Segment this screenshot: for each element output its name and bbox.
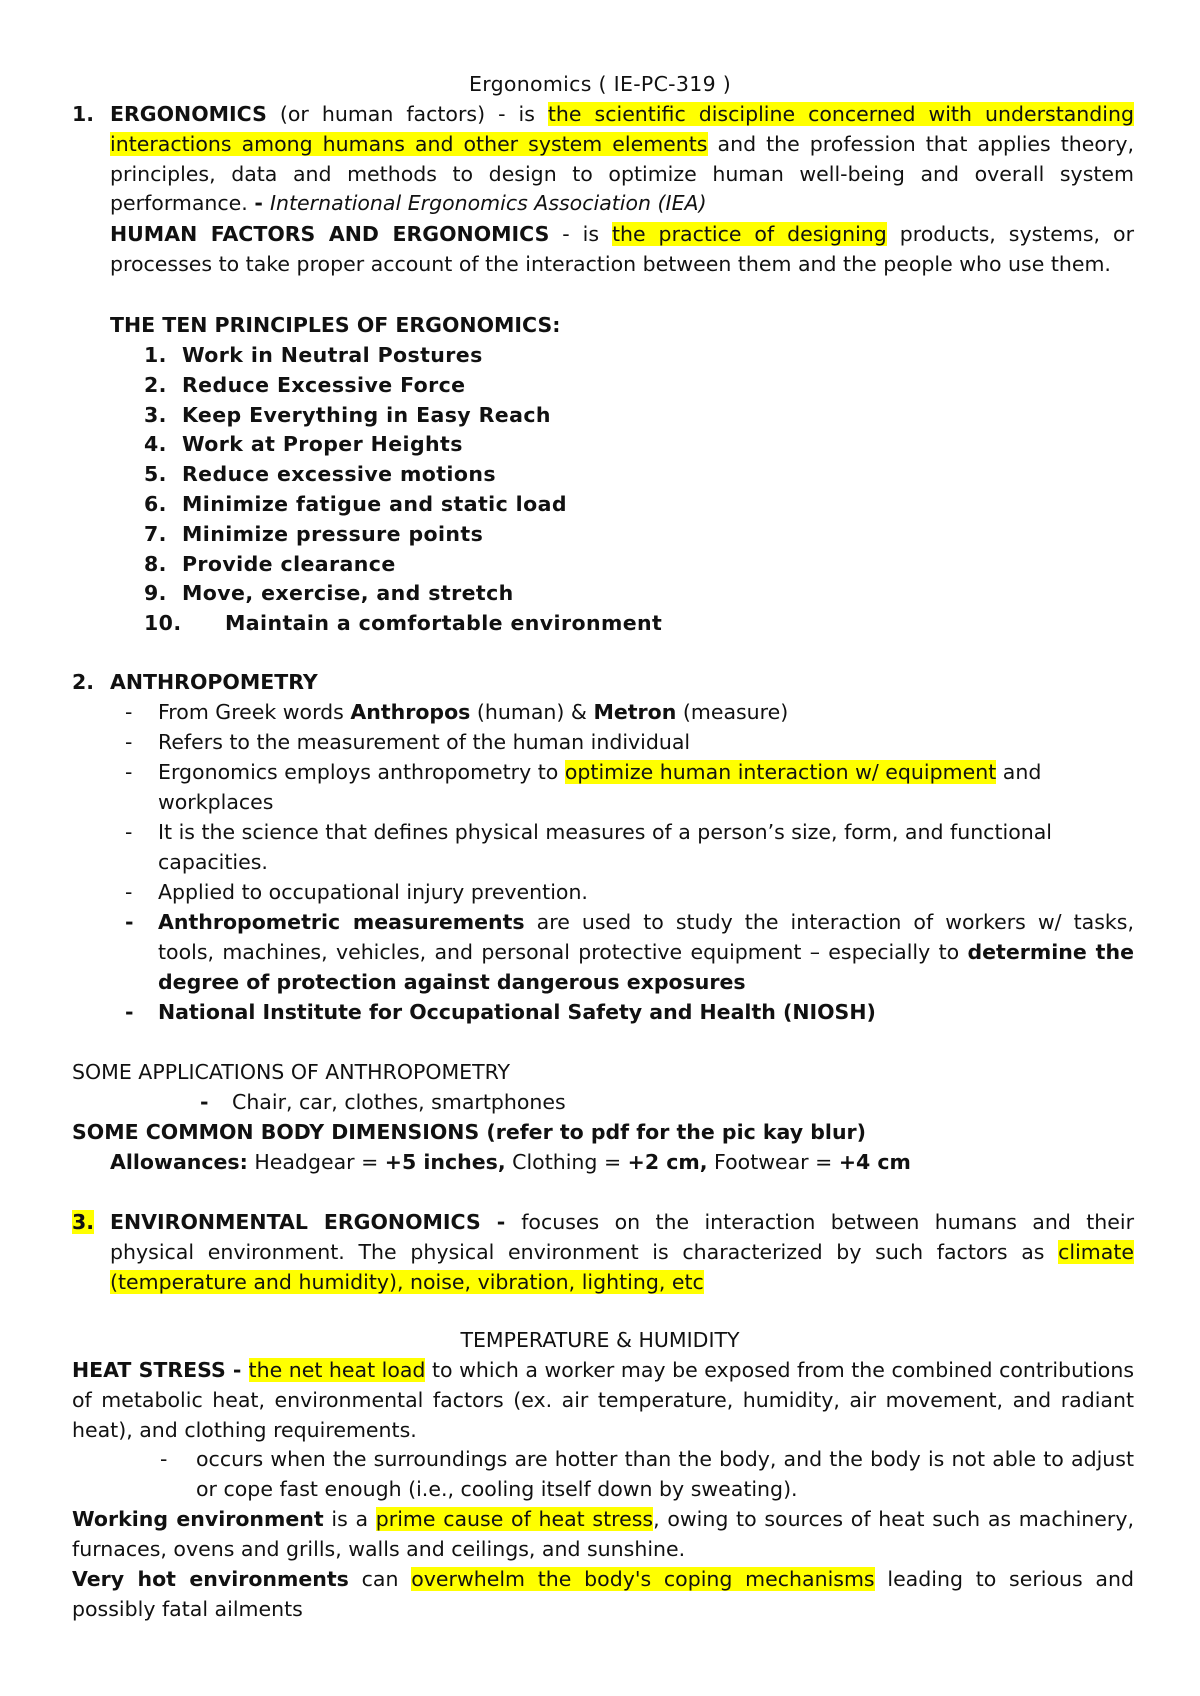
working-environment xyxy=(72,1505,1134,1565)
bullet-dash: - xyxy=(160,1447,168,1471)
applications-heading: SOME APPLICATIONS OF ANTHROPOMETRY xyxy=(72,1060,511,1084)
bullet-dash: - xyxy=(125,730,133,754)
anthro-bullet-6 xyxy=(158,908,1134,997)
text-span: Clothing = xyxy=(505,1150,628,1174)
text-span: Very hot environments xyxy=(72,1567,349,1591)
principle-number: 10. xyxy=(144,611,182,636)
highlight: the practice of designing xyxy=(611,222,887,246)
anthro-bullet-5: Applied to occupational injury prevention. xyxy=(158,880,588,904)
principle-number: 5. xyxy=(144,462,167,487)
environmental-ergonomics xyxy=(110,1208,1134,1297)
highlight: overwhelm the body's coping mechanisms xyxy=(411,1567,875,1591)
highlight: the net heat load xyxy=(248,1358,426,1382)
text-span: HEAT STRESS - xyxy=(72,1358,249,1382)
principle-number: 7. xyxy=(144,521,167,546)
allowances-line xyxy=(110,1148,911,1178)
bullet-dash: - xyxy=(125,700,133,724)
ergonomics-term: ERGONOMICS xyxy=(110,102,267,126)
hfe-term: HUMAN FACTORS AND ERGONOMICS xyxy=(110,222,550,246)
anthro-bullet-7: National Institute for Occupational Safety and Health (NIOSH) xyxy=(158,1000,876,1024)
principle-item: Work at Proper Heights xyxy=(182,432,463,457)
heat-stress-bullet: occurs when the surroundings are hotter than the body, and the body is not able to adjust or cope fast enough (i.e., cooling itself down by sweating). xyxy=(196,1447,1134,1501)
text-span: Allowances: xyxy=(110,1150,248,1174)
body-dimensions-heading: SOME COMMON BODY DIMENSIONS (refer to pdf for the pic kay blur) xyxy=(72,1120,867,1144)
very-hot-environments xyxy=(72,1565,1134,1625)
principle-number: 4. xyxy=(144,432,167,457)
principle-number: 3. xyxy=(144,402,167,427)
temperature-heading: TEMPERATURE & HUMIDITY xyxy=(460,1328,740,1352)
text-span: Ergonomics employs anthropometry to xyxy=(158,760,565,784)
text-span: ENVIRONMENTAL ERGONOMICS - xyxy=(110,1210,522,1234)
text-span: Footwear = xyxy=(707,1150,839,1174)
principle-item: Minimize pressure points xyxy=(182,521,484,546)
highlight: 3. xyxy=(72,1210,95,1234)
text-span: are used to study the interaction of workers w/ tasks, tools, machines, vehicles, and personal protective equipment – especially to xyxy=(158,910,1134,964)
ergonomics-definition xyxy=(110,100,1134,219)
text-span: and the profession that applies theory, principles, data and methods to design to optimize human well-being and overall system performance. xyxy=(110,131,1134,216)
bullet-dash: - xyxy=(125,1000,134,1024)
text-span: From Greek words xyxy=(158,700,351,724)
text-span: Working environment xyxy=(72,1507,324,1531)
principle-item: Work in Neutral Postures xyxy=(182,343,483,367)
bullet-dash: - xyxy=(200,1090,209,1114)
section-2-number: 2. xyxy=(72,670,95,694)
bullet-dash: - xyxy=(125,760,133,784)
bullet-dash: - xyxy=(125,880,133,904)
text-span: - is xyxy=(549,222,612,246)
principle-item: Reduce excessive motions xyxy=(182,462,496,487)
text-span: Headgear = xyxy=(247,1150,385,1174)
highlight: the scientific discipline concerned with understanding interactions among humans and other system elements xyxy=(110,102,1134,156)
text-span: +4 cm xyxy=(838,1150,911,1174)
principle-item: Minimize fatigue and static load xyxy=(182,492,567,516)
bullet-dash: - xyxy=(125,910,134,934)
text-span: Metron xyxy=(593,700,677,724)
principle-number: 6. xyxy=(144,492,167,516)
principle-item: Reduce Excessive Force xyxy=(182,372,466,397)
text-span: (measure) xyxy=(676,700,789,724)
principle-item: Provide clearance xyxy=(182,551,396,576)
document-title: Ergonomics ( IE-PC-319 ) xyxy=(468,72,732,96)
source-citation: International Ergonomics Association (IEA) xyxy=(269,191,707,216)
principle-item: Keep Everything in Easy Reach xyxy=(182,402,551,427)
anthro-bullet-1 xyxy=(158,698,1134,728)
section-1-number: 1. xyxy=(72,102,95,126)
text-span: products, systems, or processes to take proper account of the interaction between them and the people who use them. xyxy=(110,222,1134,276)
anthropometry-heading: ANTHROPOMETRY xyxy=(110,670,318,694)
anthro-bullet-4: It is the science that defines physical measures of a person’s size, form, and functional capacities. xyxy=(158,820,1052,874)
section-3-number xyxy=(72,1208,94,1238)
highlight: optimize human interaction w/ equipment xyxy=(564,760,997,784)
principle-item: Maintain a comfortable environment xyxy=(225,611,663,636)
text-span: +2 cm, xyxy=(627,1150,708,1174)
principle-item: Move, exercise, and stretch xyxy=(182,581,514,606)
highlight: prime cause of heat stress xyxy=(375,1507,654,1531)
hfe-definition xyxy=(110,220,1134,280)
applications-item: Chair, car, clothes, smartphones xyxy=(232,1090,566,1114)
anthro-bullet-3 xyxy=(158,758,1134,818)
principle-number: 8. xyxy=(144,551,167,576)
text-span: to which a worker may be exposed from the combined contributions of metabolic heat, environmental factors (ex. air temperature, humidity, air movement, and radiant heat), and clothing requirements. xyxy=(72,1358,1135,1442)
text-span: Anthropos xyxy=(350,700,471,724)
principle-number: 9. xyxy=(144,581,167,606)
anthro-bullet-2: Refers to the measurement of the human individual xyxy=(158,730,691,754)
heat-stress-definition xyxy=(72,1356,1134,1445)
text-span: and workplaces xyxy=(158,760,1042,814)
principle-number: 2. xyxy=(144,372,167,397)
highlight: climate (temperature and humidity), noise, vibration, lighting, etc xyxy=(110,1239,1134,1294)
principles-heading: THE TEN PRINCIPLES OF ERGONOMICS: xyxy=(110,313,561,337)
text-span: - xyxy=(254,191,270,216)
text-span: can xyxy=(348,1567,412,1591)
bullet-dash: - xyxy=(125,820,133,844)
text-span: focuses on the interaction between humans and their physical environment. The physical environment is characterized by such factors as xyxy=(110,1210,1134,1264)
principle-number: 1. xyxy=(144,343,167,367)
text-span: leading to serious and possibly fatal ailments xyxy=(72,1567,1135,1621)
text-span: (or human factors) - is xyxy=(266,102,548,126)
text-span: Anthropometric measurements xyxy=(158,910,525,934)
text-span: is a xyxy=(323,1507,376,1531)
text-span: +5 inches, xyxy=(384,1150,506,1174)
text-span: (human) & xyxy=(470,700,594,724)
text-span: , owing to sources of heat such as machinery, furnaces, ovens and grills, walls and ceilings, and sunshine. xyxy=(72,1507,1134,1561)
text-span: determine the degree of protection against dangerous exposures xyxy=(158,939,1134,994)
